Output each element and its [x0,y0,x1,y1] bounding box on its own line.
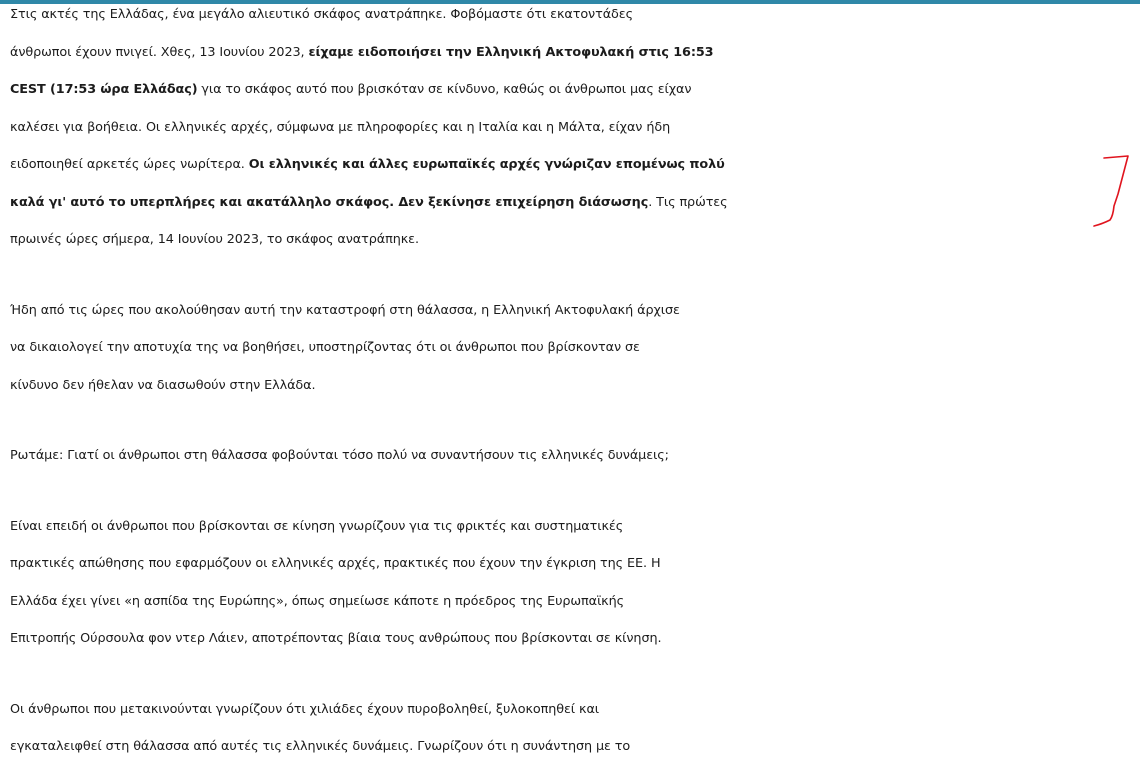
red-pen-annotation [1088,150,1133,235]
text-run: εγκαταλειφθεί στη θάλασσα από αυτές τις ελληνικές δυνάμεις. Γνωρίζουν ότι η συνάντηση με το [10,739,631,754]
text-run: να δικαιολογεί την αποτυχία της να βοηθήσει, υποστηρίζοντας ότι οι άνθρωποι που βρίσκονταν σε [10,340,640,355]
paragraph-1-line-6 [10,184,1140,222]
article-body [10,0,1140,766]
text-run: για το σκάφος αυτό που βρισκόταν σε κίνδυνο, καθώς οι άνθρωποι μας είχαν [197,82,692,97]
bold-text-run: Οι ελληνικές και άλλες ευρωπαϊκές αρχές γνώριζαν επομένως πολύ [248,157,725,172]
text-run: κίνδυνο δεν ήθελαν να διασωθούν στην Ελλάδα. [10,377,316,393]
paragraph-1-line-4 [10,109,1140,147]
bold-text-run: CEST (17:53 ώρα Ελλάδας) [10,82,198,97]
paragraph-1 [10,0,1140,259]
paragraph-1-line-7 [10,221,1140,259]
bold-text-run: είχαμε ειδοποιήσει την Ελληνική Ακτοφυλακή στις 16:53 [308,44,714,60]
paragraph-5-line-1 [10,691,1140,729]
text-run: Ρωτάμε: Γιατί οι άνθρωποι στη θάλασσα φοβούνται τόσο πολύ να συναντήσουν τις ελληνικές δυνάμεις; [10,448,669,463]
paragraph-3-line-1 [10,437,1140,475]
paragraph-1-line-1 [10,0,1140,34]
text-run: Ελλάδα έχει γίνει «η ασπίδα της Ευρώπης», όπως σημείωσε κάποτε η πρόεδρος της Ευρωπαϊκής [10,593,625,609]
bold-text-run: καλά γι' αυτό το υπερπλήρες και ακατάλληλο σκάφος. Δεν ξεκίνησε επιχείρηση διάσωσης [10,194,649,210]
paragraph-2 [10,292,1140,405]
text-run: πρακτικές απώθησης που εφαρμόζουν οι ελληνικές αρχές, πρακτικές που έχουν την έγκριση της ΕΕ. Η [10,556,661,571]
text-run: Ήδη από τις ώρες που ακολούθησαν αυτή την καταστροφή στη θάλασσα, η Ελληνική Ακτοφυλακή άρχισε [10,302,680,318]
paragraph-3 [10,437,1140,475]
paragraph-4 [10,508,1140,658]
handwritten-bracket-mark [1094,156,1128,226]
paragraph-5-line-2 [10,728,1140,766]
text-run: Στις ακτές της Ελλάδας, ένα μεγάλο αλιευτικό σκάφος ανατράπηκε. Φοβόμαστε ότι εκατοντάδες [10,7,633,22]
paragraph-2-line-3 [10,367,1140,405]
text-run: Είναι επειδή οι άνθρωποι που βρίσκονται σε κίνηση γνωρίζουν για τις φρικτές και συστηματικές [10,518,624,534]
text-run: Οι άνθρωποι που μετακινούνται γνωρίζουν ότι χιλιάδες έχουν πυροβοληθεί, ξυλοκοπηθεί και [10,701,600,717]
text-run: πρωινές ώρες σήμερα, 14 Ιουνίου 2023, το σκάφος ανατράπηκε. [10,232,419,247]
paragraph-5 [10,691,1140,766]
paragraph-2-line-2 [10,329,1140,367]
text-run: ειδοποιηθεί αρκετές ώρες νωρίτερα. [10,157,249,172]
text-run: . Τις πρώτες [648,194,728,210]
paragraph-4-line-3 [10,583,1140,621]
paragraph-2-line-1 [10,292,1140,330]
paragraph-4-line-1 [10,508,1140,546]
paragraph-1-line-5 [10,146,1140,184]
text-run: καλέσει για βοήθεια. Οι ελληνικές αρχές, σύμφωνα με πληροφορίες και η Ιταλία και η Μάλτα, είχαν ήδη [10,119,671,135]
text-run: άνθρωποι έχουν πνιγεί. Χθες, 13 Ιουνίου 2023, [10,44,309,60]
paragraph-1-line-3 [10,71,1140,109]
paragraph-4-line-4 [10,620,1140,658]
text-run: Επιτροπής Ούρσουλα φον ντερ Λάιεν, αποτρέποντας βίαια τους ανθρώπους που βρίσκονται σε κίνηση. [10,631,662,646]
paragraph-4-line-2 [10,545,1140,583]
paragraph-1-line-2 [10,34,1140,72]
